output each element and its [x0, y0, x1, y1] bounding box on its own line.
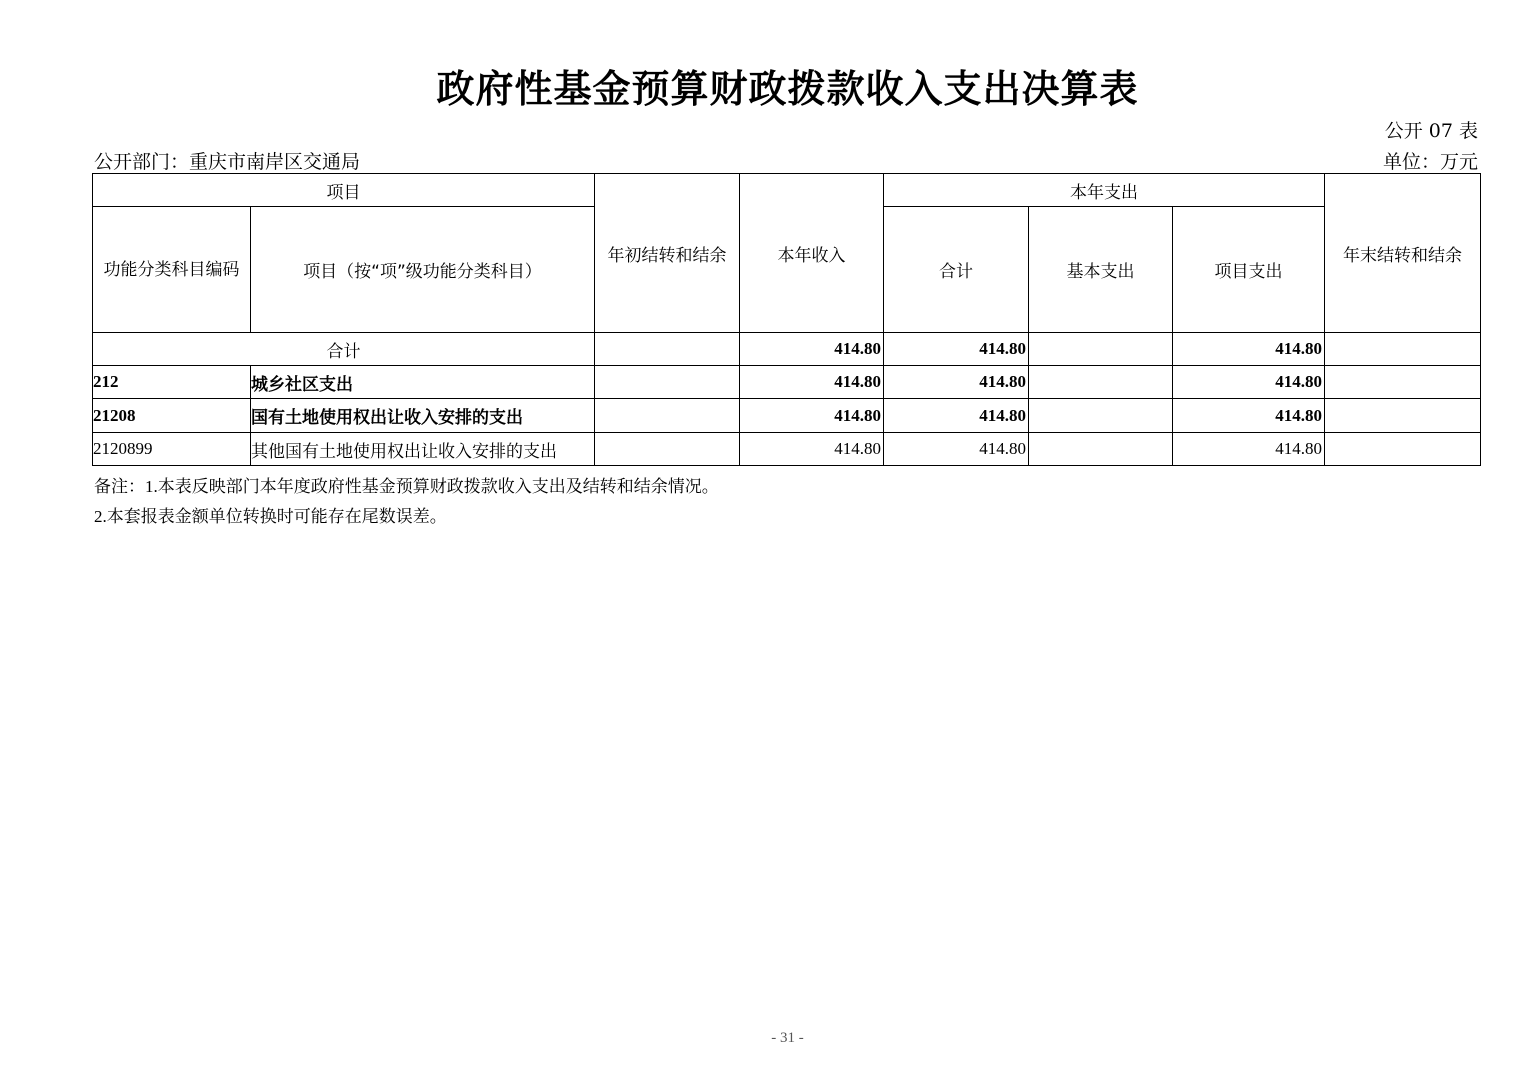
- header-expense-total: 合计: [884, 207, 1029, 333]
- unit-label: 单位：万元: [1382, 151, 1478, 173]
- header-expense-project: 项目支出: [1173, 207, 1325, 333]
- department-label: 公开部门：重庆市南岸区交通局: [94, 151, 361, 173]
- total-income: 414.80: [740, 333, 884, 366]
- table-row: [93, 399, 1481, 433]
- notes: [94, 472, 719, 532]
- row-expense-project: 414.80: [1173, 399, 1325, 433]
- row-begin-balance: [595, 433, 740, 466]
- page-number: - 31 -: [771, 1030, 804, 1046]
- table-row: [93, 366, 1481, 399]
- header-income: 本年收入: [740, 174, 884, 333]
- form-number: 公开 07 表: [1384, 120, 1478, 142]
- row-expense-total: 414.80: [884, 433, 1029, 466]
- header-expense-group: 本年支出: [884, 174, 1325, 207]
- row-end-balance: [1325, 399, 1481, 433]
- row-name: 其他国有土地使用权出让收入安排的支出: [251, 433, 595, 466]
- row-expense-total: 414.80: [884, 399, 1029, 433]
- row-expense-project: 414.80: [1173, 433, 1325, 466]
- row-begin-balance: [595, 366, 740, 399]
- total-expense-project: 414.80: [1173, 333, 1325, 366]
- total-row: [93, 333, 1481, 366]
- header-begin-balance: 年初结转和结余: [595, 174, 740, 333]
- row-code: 212: [93, 366, 251, 399]
- budget-table: [92, 173, 1481, 466]
- row-end-balance: [1325, 433, 1481, 466]
- row-begin-balance: [595, 399, 740, 433]
- row-expense-basic: [1029, 399, 1173, 433]
- note-line-1: 备注：1.本表反映部门本年度政府性基金预算财政拨款收入支出及结转和结余情况。: [94, 477, 719, 496]
- row-expense-total: 414.80: [884, 366, 1029, 399]
- header-end-balance: 年末结转和结余: [1325, 174, 1481, 333]
- header-expense-basic: 基本支出: [1029, 207, 1173, 333]
- total-expense-total: 414.80: [884, 333, 1029, 366]
- header-name: 项目（按“项”级功能分类科目）: [251, 207, 595, 333]
- row-code: 2120899: [93, 433, 251, 466]
- page-title: 政府性基金预算财政拨款收入支出决算表: [436, 67, 1139, 111]
- row-income: 414.80: [740, 399, 884, 433]
- row-expense-project: 414.80: [1173, 366, 1325, 399]
- row-income: 414.80: [740, 366, 884, 399]
- header-row-1: [93, 174, 1481, 207]
- total-begin-balance: [595, 333, 740, 366]
- total-end-balance: [1325, 333, 1481, 366]
- note-line-2: 2.本套报表金额单位转换时可能存在尾数误差。: [94, 507, 447, 526]
- total-label: 合计: [93, 333, 595, 366]
- row-code: 21208: [93, 399, 251, 433]
- row-income: 414.80: [740, 433, 884, 466]
- header-code: 功能分类科目编码: [93, 207, 251, 333]
- header-project-group: 项目: [93, 174, 595, 207]
- row-end-balance: [1325, 366, 1481, 399]
- row-name: 城乡社区支出: [251, 366, 595, 399]
- row-expense-basic: [1029, 433, 1173, 466]
- table-row: [93, 433, 1481, 466]
- row-expense-basic: [1029, 366, 1173, 399]
- row-name: 国有土地使用权出让收入安排的支出: [251, 399, 595, 433]
- total-expense-basic: [1029, 333, 1173, 366]
